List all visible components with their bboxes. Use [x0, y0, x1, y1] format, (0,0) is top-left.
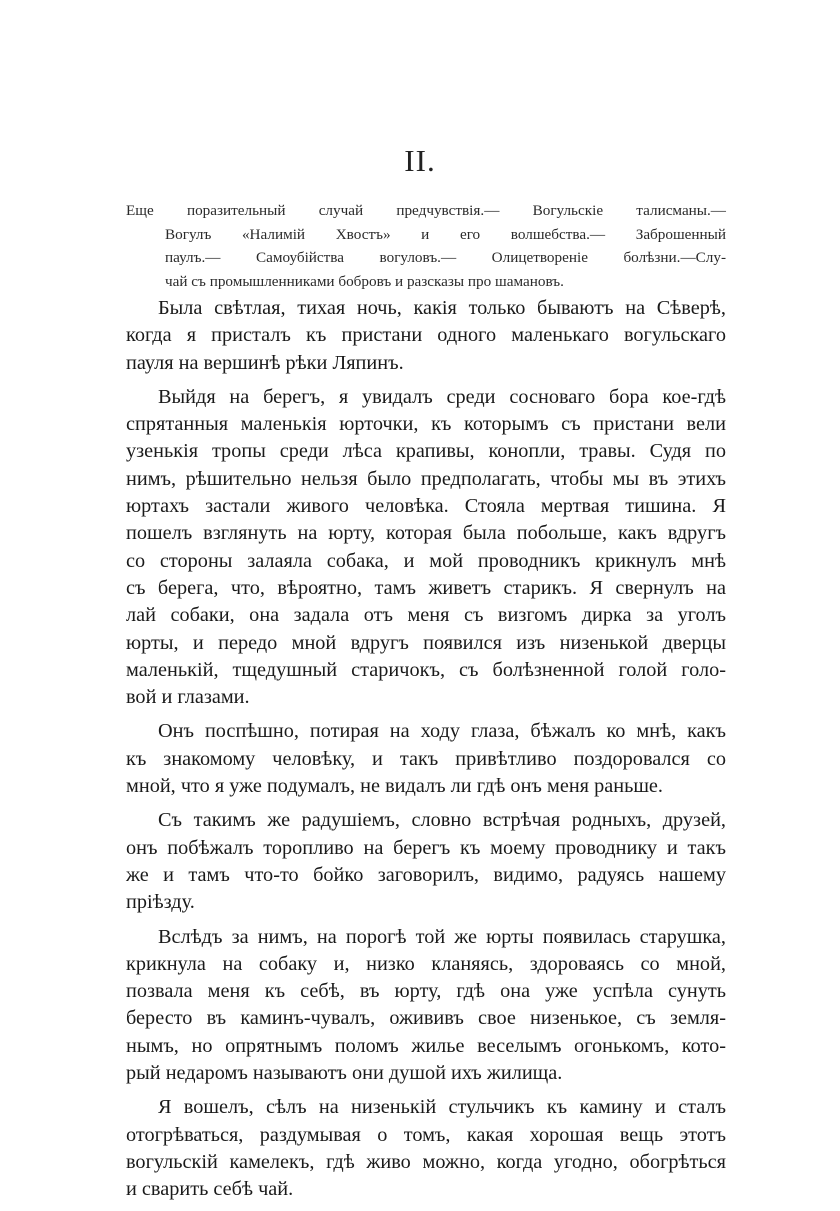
- text-line: со стороны залаяла собака, и мой проводникъ крикнулъ мнѣ: [126, 549, 726, 572]
- text-line: маленькій, тщедушный старичокъ, съ болѣзненной голой голо-: [126, 658, 726, 681]
- text-line: лай собаки, она задала отъ меня съ визгомъ дирка за уголъ: [126, 604, 726, 627]
- text-line: къ знакомому человѣку, и такъ привѣтливо поздоровался со: [126, 747, 726, 770]
- text-line: бересто въ каминъ-чувалъ, ожививъ свое низенькое, съ земля-: [126, 1007, 726, 1030]
- paragraph: [126, 384, 726, 712]
- text-line: юртахъ застали живого человѣка. Стояла мертвая тишина. Я: [126, 495, 726, 518]
- text-line: рый недаромъ называютъ они душой ихъ жилища.: [126, 1062, 563, 1085]
- text-line: нымъ, но опрятнымъ поломъ жилье веселымъ огонькомъ, кото-: [126, 1034, 726, 1057]
- text-line: Съ такимъ же радушіемъ, словно встрѣчая родныхъ, друзей,: [158, 809, 726, 832]
- text-line: вогульскій камелекъ, гдѣ живо можно, когда угодно, обогрѣться: [126, 1150, 726, 1173]
- paragraph: [126, 718, 726, 800]
- text-line: и сварить себѣ чай.: [126, 1178, 294, 1201]
- text-line: юрты, и передо мной вдругъ появился изъ низенькой дверцы: [126, 631, 726, 654]
- summary-line: Еще поразительный случай предчувствія.— Вогульскіе талисманы.—: [126, 202, 726, 219]
- text-line: Была свѣтлая, тихая ночь, какія только бываютъ на Сѣверѣ,: [158, 297, 726, 319]
- text-line: онъ побѣжалъ торопливо на берегъ къ моему проводнику и такъ: [126, 836, 726, 859]
- text-line: крикнула на собаку и, низко кланяясь, здороваясь со мной,: [126, 952, 726, 975]
- paragraph: [126, 1094, 726, 1203]
- chapter-summary: [126, 199, 726, 294]
- paragraph: [126, 924, 726, 1088]
- text-line: пауля на вершинѣ рѣки Ляпинъ.: [126, 351, 404, 374]
- text-line: Я вошелъ, сѣлъ на низенькій стульчикъ къ камину и сталъ: [158, 1096, 726, 1119]
- text-line: когда я присталъ къ пристани одного маленькаго вогульскаго: [126, 324, 726, 347]
- text-line: пошелъ взглянуть на юрту, которая была побольше, какъ вдругъ: [126, 522, 726, 545]
- text-line: Выйдя на берегъ, я увидалъ среди сосноваго бора кое-гдѣ: [158, 385, 726, 408]
- summary-line: Вогулъ «Налимій Хвостъ» и его волшебства.— Заброшенный: [165, 225, 726, 243]
- text-line: нимъ, рѣшительно нельзя было предполагать, чтобы мы въ этихъ: [126, 467, 726, 490]
- text-line: узенькія тропы среди лѣса крапивы, конопли, травы. Судя по: [126, 440, 726, 463]
- chapter-number: II.: [404, 143, 436, 178]
- paragraph: [126, 807, 726, 916]
- text-line: мной, что я уже подумалъ, не видалъ ли гдѣ онъ меня раньше.: [126, 775, 664, 798]
- text-line: Вслѣдъ за нимъ, на порогѣ той же юрты появилась старушка,: [158, 925, 726, 948]
- body-text: [126, 295, 726, 1211]
- text-line: вой и глазами.: [126, 686, 250, 709]
- paragraph: [126, 295, 726, 377]
- text-line: позвала меня къ себѣ, въ юрту, гдѣ она уже успѣла сунуть: [126, 980, 726, 1003]
- text-line: Онъ поспѣшно, потирая на ходу глаза, бѣжалъ ко мнѣ, какъ: [158, 720, 726, 743]
- text-line: спрятанныя маленькія юрточки, къ которымъ съ пристани вели: [126, 413, 726, 436]
- text-line: пріѣзду.: [126, 891, 195, 914]
- text-line: же и тамъ что-то бойко заговорилъ, видимо, радуясь нашему: [126, 863, 726, 886]
- text-line: съ берега, что, вѣроятно, тамъ живетъ старикъ. Я свернулъ на: [126, 576, 726, 599]
- summary-line: паулъ.— Самоубійства вогуловъ.— Олицетвореніе болѣзни.—Слу-: [165, 249, 726, 267]
- text-line: отогрѣваться, раздумывая о томъ, какая хорошая вещь этотъ: [126, 1123, 726, 1146]
- summary-line: чай съ промышленниками бобровъ и разсказы про шамановъ.: [165, 273, 564, 291]
